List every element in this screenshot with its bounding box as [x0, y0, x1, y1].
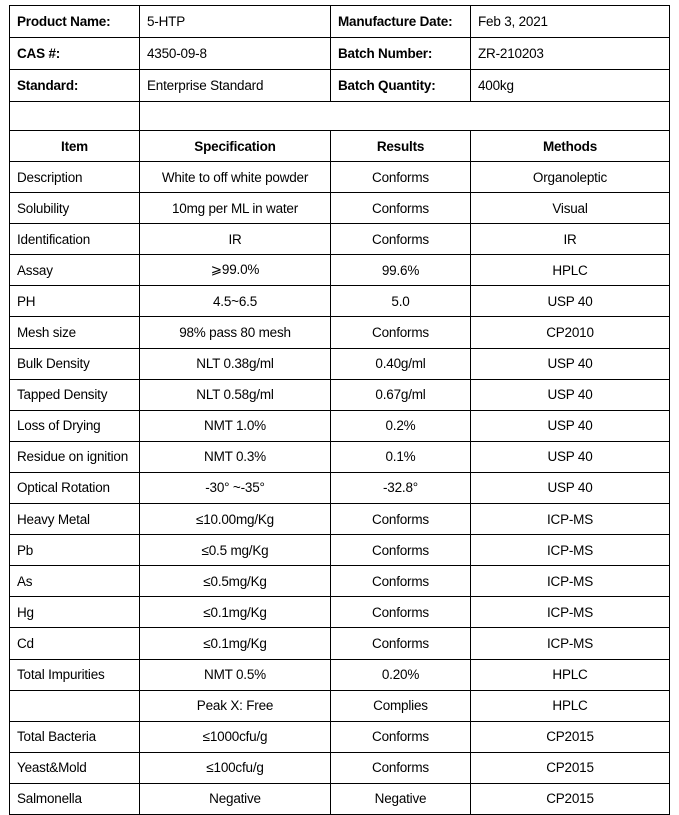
row-specification-cell: NMT 0.3% — [140, 441, 331, 472]
row-method-cell: IR — [471, 224, 670, 255]
row-result-cell: Negative — [331, 783, 471, 814]
row-method-cell: ICP-MS — [471, 628, 670, 659]
row-result-cell: Conforms — [331, 535, 471, 566]
manufacture-date-value: Feb 3, 2021 — [471, 6, 670, 38]
row-method-cell: USP 40 — [471, 379, 670, 410]
table-row — [10, 255, 670, 286]
row-result-cell: 0.40g/ml — [331, 348, 471, 379]
product-name-value: 5-HTP — [140, 6, 331, 38]
row-specification-cell: 98% pass 80 mesh — [140, 317, 331, 348]
row-method-cell: Organoleptic — [471, 162, 670, 193]
row-result-cell: Conforms — [331, 193, 471, 224]
table-row — [10, 566, 670, 597]
table-row — [10, 317, 670, 348]
row-specification-cell: Negative — [140, 783, 331, 814]
batch-number-value: ZR-210203 — [471, 38, 670, 70]
row-specification-cell: ⩾99.0% — [140, 255, 331, 286]
table-row — [10, 441, 670, 472]
row-specification-cell: ≤0.1mg/Kg — [140, 597, 331, 628]
table-row — [10, 162, 670, 193]
row-result-cell: 0.67g/ml — [331, 379, 471, 410]
row-specification-cell: ≤0.5 mg/Kg — [140, 535, 331, 566]
row-item-cell: Solubility — [10, 193, 140, 224]
spacer-cell-left — [10, 102, 140, 131]
row-result-cell: Complies — [331, 690, 471, 721]
row-result-cell: 0.20% — [331, 659, 471, 690]
row-method-cell: HPLC — [471, 690, 670, 721]
row-specification-cell: NMT 1.0% — [140, 410, 331, 441]
column-header-specification: Specification — [140, 131, 331, 162]
row-method-cell: HPLC — [471, 255, 670, 286]
row-method-cell: CP2010 — [471, 317, 670, 348]
manufacture-date-label: Manufacture Date: — [331, 6, 471, 38]
table-row — [10, 286, 670, 317]
row-item-cell: Description — [10, 162, 140, 193]
row-item-cell: Yeast&Mold — [10, 752, 140, 783]
cas-label: CAS #: — [10, 38, 140, 70]
row-result-cell: Conforms — [331, 317, 471, 348]
table-row — [10, 535, 670, 566]
row-item-cell: PH — [10, 286, 140, 317]
row-item-cell: Bulk Density — [10, 348, 140, 379]
row-method-cell: USP 40 — [471, 348, 670, 379]
batch-number-label: Batch Number: — [331, 38, 471, 70]
row-result-cell: Conforms — [331, 628, 471, 659]
row-result-cell: 99.6% — [331, 255, 471, 286]
table-row — [10, 379, 670, 410]
row-item-cell: Identification — [10, 224, 140, 255]
column-header-row — [10, 131, 670, 162]
row-item-cell: Cd — [10, 628, 140, 659]
row-item-cell: Total Impurities — [10, 659, 140, 690]
row-method-cell: HPLC — [471, 659, 670, 690]
table-row — [10, 628, 670, 659]
row-item-cell: Loss of Drying — [10, 410, 140, 441]
row-item-cell: Mesh size — [10, 317, 140, 348]
table-row — [10, 504, 670, 535]
row-specification-cell: NLT 0.38g/ml — [140, 348, 331, 379]
certificate-of-analysis-table — [9, 5, 670, 815]
table-row — [10, 472, 670, 503]
row-result-cell: -32.8° — [331, 472, 471, 503]
table-row — [10, 597, 670, 628]
table-row — [10, 224, 670, 255]
spacer-row — [10, 102, 670, 131]
row-specification-cell: White to off white powder — [140, 162, 331, 193]
row-item-cell: Residue on ignition — [10, 441, 140, 472]
product-name-label: Product Name: — [10, 6, 140, 38]
header-row-cas — [10, 38, 670, 70]
table-row — [10, 783, 670, 814]
row-result-cell: Conforms — [331, 752, 471, 783]
row-method-cell: USP 40 — [471, 441, 670, 472]
row-specification-cell: ≤0.1mg/Kg — [140, 628, 331, 659]
batch-quantity-label: Batch Quantity: — [331, 70, 471, 102]
row-item-cell: Salmonella — [10, 783, 140, 814]
column-header-item: Item — [10, 131, 140, 162]
row-item-cell: Tapped Density — [10, 379, 140, 410]
row-item-cell: Hg — [10, 597, 140, 628]
row-result-cell: Conforms — [331, 721, 471, 752]
table-row — [10, 410, 670, 441]
row-item-cell: Heavy Metal — [10, 504, 140, 535]
cas-value: 4350-09-8 — [140, 38, 331, 70]
row-specification-cell: Peak X: Free — [140, 690, 331, 721]
row-result-cell: Conforms — [331, 597, 471, 628]
row-result-cell: 0.2% — [331, 410, 471, 441]
header-row-standard — [10, 70, 670, 102]
row-result-cell: Conforms — [331, 504, 471, 535]
row-specification-cell: IR — [140, 224, 331, 255]
row-item-cell — [10, 690, 140, 721]
table-row — [10, 752, 670, 783]
table-row — [10, 193, 670, 224]
row-result-cell: Conforms — [331, 162, 471, 193]
row-specification-cell: ≤10.00mg/Kg — [140, 504, 331, 535]
row-result-cell: Conforms — [331, 566, 471, 597]
row-result-cell: 0.1% — [331, 441, 471, 472]
column-header-methods: Methods — [471, 131, 670, 162]
row-method-cell: ICP-MS — [471, 535, 670, 566]
table-row — [10, 348, 670, 379]
row-item-cell: Assay — [10, 255, 140, 286]
standard-value: Enterprise Standard — [140, 70, 331, 102]
row-specification-cell: NLT 0.58g/ml — [140, 379, 331, 410]
row-method-cell: CP2015 — [471, 752, 670, 783]
row-method-cell: ICP-MS — [471, 597, 670, 628]
table-row — [10, 690, 670, 721]
header-row-product — [10, 6, 670, 38]
row-method-cell: USP 40 — [471, 286, 670, 317]
batch-quantity-value: 400kg — [471, 70, 670, 102]
row-item-cell: As — [10, 566, 140, 597]
row-specification-cell: NMT 0.5% — [140, 659, 331, 690]
row-specification-cell: 4.5~6.5 — [140, 286, 331, 317]
row-specification-cell: ≤0.5mg/Kg — [140, 566, 331, 597]
row-result-cell: Conforms — [331, 224, 471, 255]
row-method-cell: Visual — [471, 193, 670, 224]
row-method-cell: CP2015 — [471, 783, 670, 814]
row-method-cell: USP 40 — [471, 472, 670, 503]
spacer-cell-right — [140, 102, 670, 131]
column-header-results: Results — [331, 131, 471, 162]
table-row — [10, 721, 670, 752]
row-specification-cell: ≤100cfu/g — [140, 752, 331, 783]
row-method-cell: USP 40 — [471, 410, 670, 441]
row-item-cell: Pb — [10, 535, 140, 566]
row-specification-cell: 10mg per ML in water — [140, 193, 331, 224]
row-specification-cell: -30° ~-35° — [140, 472, 331, 503]
row-item-cell: Total Bacteria — [10, 721, 140, 752]
row-method-cell: CP2015 — [471, 721, 670, 752]
row-specification-cell: ≤1000cfu/g — [140, 721, 331, 752]
row-item-cell: Optical Rotation — [10, 472, 140, 503]
table-row — [10, 659, 670, 690]
row-method-cell: ICP-MS — [471, 566, 670, 597]
row-method-cell: ICP-MS — [471, 504, 670, 535]
row-result-cell: 5.0 — [331, 286, 471, 317]
standard-label: Standard: — [10, 70, 140, 102]
